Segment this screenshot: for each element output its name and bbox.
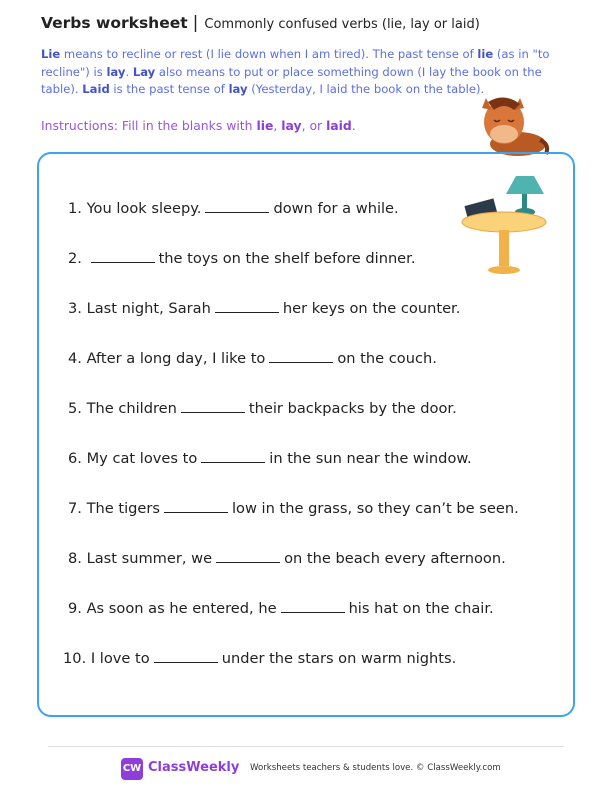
intro-paragraph [41,46,581,99]
question-number: 7. [68,500,82,517]
question-text-before: Last night, Sarah [86,300,211,317]
question-text-after: on the couch. [337,350,437,367]
answer-blank[interactable] [154,650,218,663]
question-text-after: under the stars on warm nights. [221,650,457,667]
question-text-after: in the sun near the window. [269,450,472,467]
instructions [41,118,356,133]
question-text-before: Last summer, we [86,550,213,567]
question-item [68,600,494,617]
footer-tagline: Worksheets teachers & students love. © ClassWeekly.com [250,763,501,773]
footer-divider [48,746,564,747]
question-item [68,500,519,517]
question-number: 10. [63,650,87,667]
instructions-label: Instructions: [41,118,118,133]
question-item [68,350,437,367]
title-subtitle: Commonly confused verbs (lie, lay or laid) [204,17,480,32]
text: . [125,64,133,79]
title-main: Verbs worksheet [41,14,188,32]
word: laid [326,118,352,133]
text: , or [301,118,327,133]
title-separator: | [192,13,199,33]
instructions-text: Fill in the blanks with [117,118,257,133]
question-item [68,250,415,267]
question-text-before: The tigers [86,500,160,517]
question-number: 4. [68,350,82,367]
text: . [351,118,356,133]
question-item [68,450,472,467]
table-with-lamp-icon [458,172,558,278]
question-item [68,200,399,217]
answer-blank[interactable] [181,400,245,413]
word: lie [256,118,274,133]
question-item [68,400,457,417]
text: is the past tense of [109,82,229,96]
question-number: 8. [68,550,82,567]
question-item [63,650,456,667]
term: Lay [132,64,156,79]
question-text-before: After a long day, I like to [86,350,266,367]
text: (Yesterday, I laid the book on the table). [247,82,485,96]
question-text-after: their backpacks by the door. [248,400,457,417]
question-text-after: on the beach every afternoon. [284,550,506,567]
question-number: 5. [68,400,82,417]
term: lay [106,64,126,79]
question-text-after: his hat on the chair. [348,600,494,617]
text: means to recline or rest (I lie down when I am tired). The past tense of [60,47,478,61]
question-text-after: the toys on the shelf before dinner. [158,250,416,267]
term: Lie [41,47,61,61]
question-text-after: her keys on the counter. [282,300,461,317]
term: lay [228,82,248,96]
question-text-before: I love to [90,650,150,667]
answer-blank[interactable] [215,300,279,313]
question-number: 9. [68,600,82,617]
question-number: 1. [68,200,82,217]
question-text-before: You look sleepy. [86,200,202,217]
question-number: 6. [68,450,82,467]
brand-name[interactable]: ClassWeekly [148,760,240,775]
question-number: 2. [68,250,82,267]
text: , [273,118,282,133]
question-item [68,550,506,567]
page-title [41,13,480,33]
question-text-after: down for a while. [273,200,399,217]
answer-blank[interactable] [269,350,333,363]
question-number: 3. [68,300,82,317]
question-text-before: The children [86,400,177,417]
answer-blank[interactable] [281,600,345,613]
text: also means to put or place something down (I lay the book on the table). [41,64,542,96]
answer-blank[interactable] [216,550,280,563]
answer-blank[interactable] [201,450,265,463]
term: lie [477,47,494,61]
answer-blank[interactable] [91,250,155,263]
question-text-before: My cat loves to [86,450,198,467]
question-text-before: As soon as he entered, he [86,600,277,617]
text: (as in "to recline") is [41,47,550,79]
question-text-after: low in the grass, so they can’t be seen. [231,500,519,517]
sleeping-horse-icon [470,92,550,160]
answer-blank[interactable] [205,200,269,213]
question-item [68,300,460,317]
term: Laid [82,82,110,96]
word: lay [281,118,302,133]
answer-blank[interactable] [164,500,228,513]
classweekly-logo[interactable]: CW [121,758,143,780]
